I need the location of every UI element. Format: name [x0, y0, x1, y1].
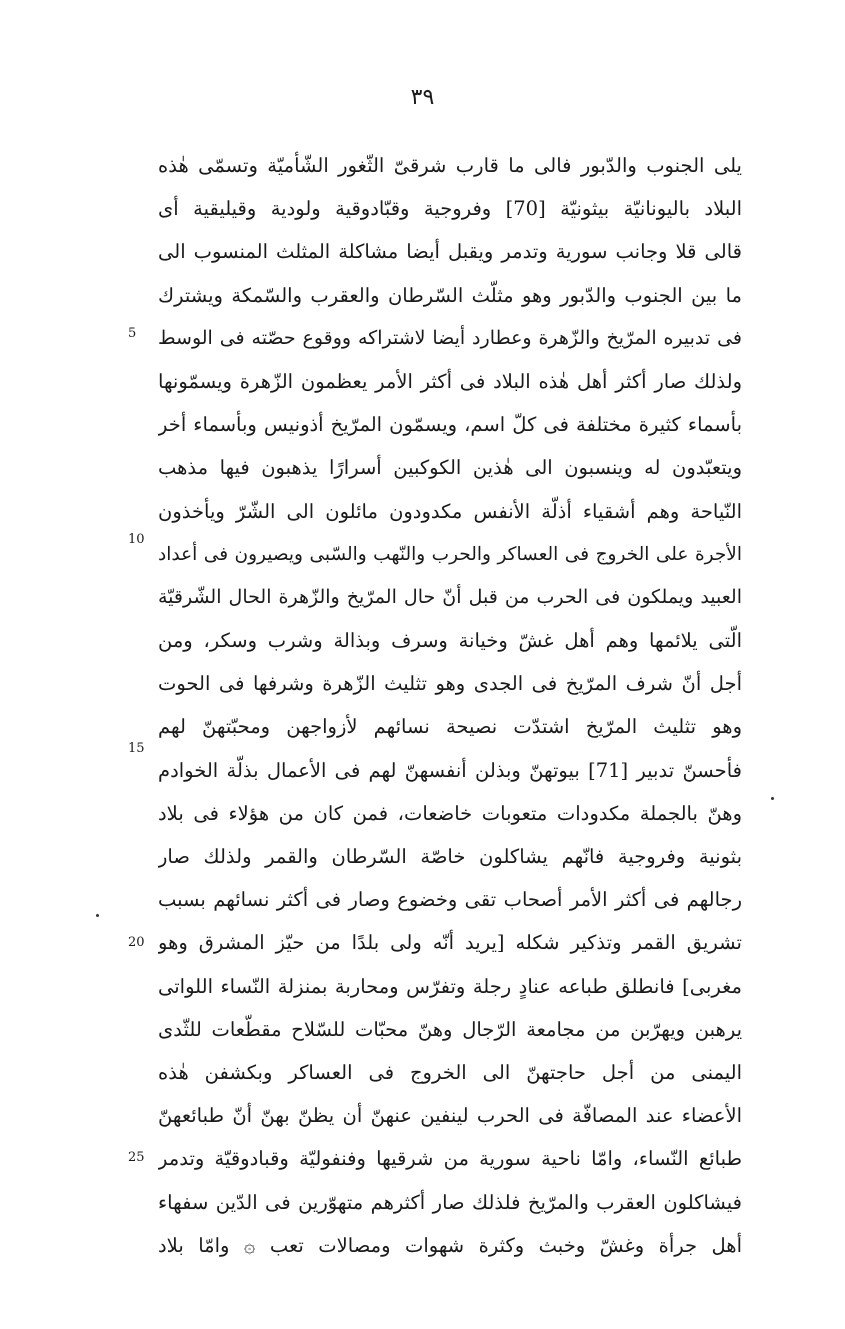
- text-line-18: رجالهم فى أكثر الأمر أصحاب تقى وخضوع وصار فى أكثر نسائهم بسبب: [158, 888, 742, 912]
- text-line-11: العبيد ويملكون فى الحرب من قبل أنّ حال المرّيخ والزّهرة الحال الشّرقيّة: [158, 585, 742, 608]
- line-number-5: 5: [128, 326, 137, 341]
- text-line-8: ويتعبّدون له وينسبون الى هٰذين الكوكبين أسرارًا يذهبون فيها مذهب: [158, 456, 742, 480]
- text-line-13: أجل أنّ شرف المرّيخ فى الجدى وهو تثليث الزّهرة وشرفها فى الحوت: [158, 672, 742, 696]
- text-line-12: الّتى يلائمها وهم أهل غشّ وخيانة وسرف وبذالة وشرب وسكر، ومن: [158, 629, 742, 653]
- line-number-15: 15: [128, 741, 145, 756]
- text-line-3: قالى قلا وجانب سورية وتدمر ويقبل أيضا مشاكلة المثلث المنسوب الى: [158, 240, 742, 264]
- text-line-2: البلاد باليونانيّة بيثونيّة [70] وفروجية وقبّادوقية ولودية وقيليقية أى: [158, 197, 742, 221]
- text-line-21: يرهبن ويهرّبن من مجامعة الرّجال وهنّ محبّات للسّلاح مقطّعات للثّدى: [158, 1017, 742, 1041]
- text-line-20: مغربى] فانطلق طباعه عنادٍ رجلة وتفرّس ومحاربة بمنزلة النّساء اللواتى: [158, 974, 742, 998]
- body-text: [158, 144, 742, 1267]
- text-line-25: فيشاكلون العقرب والمرّيخ فلذلك صار أكثرهم متهوّرين فى الدّين سفهاء: [158, 1190, 742, 1214]
- text-line-19: تشريق القمر وتذكير شكله [يريد أنّه ولى بلدًا من حيّز المشرق وهو: [158, 931, 742, 955]
- line-number-25: 25: [128, 1150, 145, 1165]
- text-line-14: وهو تثليث المرّيخ اشتدّت نصيحة نسائهم لأزواجهن ومحبّتهنّ لهم: [158, 715, 742, 739]
- line-number-10: 10: [128, 532, 145, 547]
- text-line-10: الأجرة على الخروج فى العساكر والحرب والنّهب والسّبى ويصيرون فى أعداد: [158, 543, 742, 565]
- text-line-26: أهل جرأة وغشّ وخبث وكثرة شهوات ومصالات تعب ۞ وامّا بلاد: [158, 1233, 742, 1257]
- scan-speck: [96, 914, 99, 917]
- text-line-24: طبائع النّساء، وامّا ناحية سورية من شرقيها وفنفوليّة وقبادوقيّة وتدمر: [158, 1147, 742, 1171]
- text-line-23: الأعضاء عند المصافّة فى الحرب لينفين عنهنّ أن يظنّ بهنّ أنّ طبائعهنّ: [158, 1104, 742, 1128]
- text-line-7: بأسماء كثيرة مختلفة فى كلّ اسم، ويسمّون المرّيخ أذونيس وبأسماء أخر: [158, 413, 742, 437]
- text-line-6: ولذلك صار أكثر أهل هٰذه البلاد فى أكثر الأمر يعظمون الزّهرة ويسمّونها: [158, 369, 742, 393]
- text-line-17: بثونية وفروجية فانّهم يشاكلون خاصّة السّرطان والقمر ولذلك صار: [158, 845, 742, 868]
- text-line-4: ما بين الجنوب والدّبور وهو مثلّث السّرطان والعقرب والسّمكة ويشترك: [158, 283, 742, 307]
- text-line-9: النّياحة وهم أشقياء أذلّة الأنفس مكدودون مائلون الى الشّرّ ويأخذون: [158, 499, 742, 523]
- text-line-1: يلى الجنوب والدّبور فالى ما قارب شرقىّ الثّغور الشّأميّة وتسمّى هٰذه: [158, 154, 742, 177]
- line-number-20: 20: [128, 935, 145, 950]
- text-line-5: فى تدبيره المرّيخ والزّهرة وعطارد أيضا لاشتراكه ووقوع حصّته فى الوسط: [158, 326, 742, 349]
- scan-speck: [771, 797, 774, 800]
- text-line-22: اليمنى من أجل حاجتهنّ الى الخروج فى العساكر وبكشفن هٰذه: [158, 1060, 742, 1084]
- page-number: ٣٩: [410, 85, 435, 110]
- text-line-16: وهنّ بالجملة مكدودات متعوبات خاضعات، فمن كان من هؤلاء فى بلاد: [158, 801, 742, 825]
- text-line-15: فأحسنّ تدبير [71] بيوتهنّ وبذلن أنفسهنّ لهم فى الأعمال بذلّة الخوادم: [158, 758, 742, 782]
